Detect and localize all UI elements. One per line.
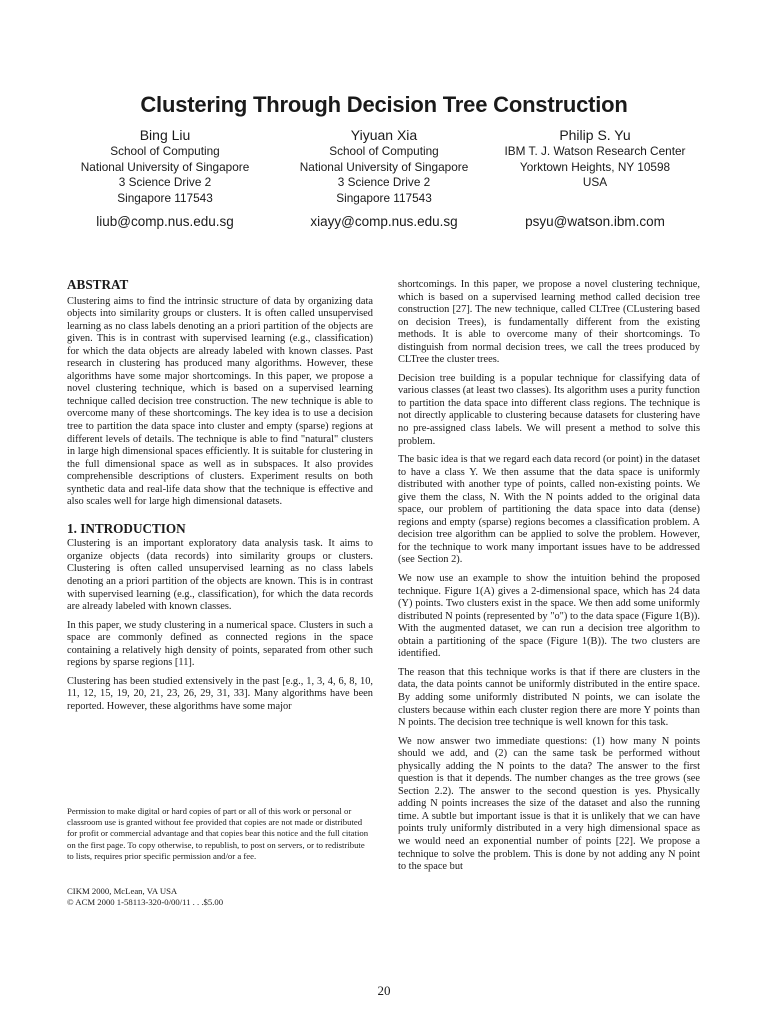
right-column [398,279,700,880]
author-affiliation-line: National University of Singapore [299,159,469,174]
author-affiliation-line: 3 Science Drive 2 [118,175,212,190]
page-number: 20 [377,983,391,998]
author-name: Philip S. Yu [559,127,631,143]
author-affiliation-line: National University of Singapore [80,159,250,174]
author-affiliation-line: Singapore 117543 [336,190,432,205]
author-affiliation-line: School of Computing [110,144,220,158]
author-affiliation-line: Yorktown Heights, NY 10598 [519,159,671,174]
author-block-1 [70,126,260,229]
intro-heading: 1. INTRODUCTION [67,520,186,536]
author-affiliation-line: 3 Science Drive 2 [337,175,431,190]
author-name: Bing Liu [139,127,191,143]
author-block-2 [288,126,480,229]
right-paragraph-5: The reason that this technique works is that if there are clusters in the data, the data points cannot be uniformly distributed in the entire space. By adding some uniformly distributed N points, we can isolate the clusters because within each cluster region there are more Y points than N points. The decision tree technique is well known for this task. [398,666,700,729]
conference-line: CIKM 2000, McLean, VA USA [67,886,178,896]
left-column [67,279,373,720]
author-affiliation-line: Singapore 117543 [117,190,213,205]
conference-info [67,886,373,908]
abstract-text: Clustering aims to find the intrinsic structure of data by organizing data objects into similarity groups or clusters. It is often called unsupervised learning as no class labels denoting an a priori partition of the objects are given. This is in contrast with supervised learning (e.g., classification) for which the data objects are already labeled with known classes. Past research in clustering has produced many algorithms. However, these algorithms have some major shortcomings. In this paper, we propose a novel clustering technique, which is based on a supervised learning technique called decision tree construction. The new technique is able to overcome many of these shortcomings. The key idea is to use a decision tree to partition the data space into cluster and empty (sparse) regions at different levels of details. The technique is able to find "natural" clusters in large high dimensional spaces efficiently. It is suitable for clustering in the full dimensional space as well as in subspaces. It also provides comprehensible descriptions of clusters. Experiment results on both synthetic data and real-life data show that the technique is effective and also scales well for large high dimensional datasets. [67,295,373,508]
author-block-3 [490,126,700,229]
right-paragraph-1: shortcomings. In this paper, we propose a novel clustering technique, which is based on a supervised learning method called decision tree construction [27]. The new technique, called CLTree (CLustering based on decision Trees), is fundamentally different from the existing methods. It is able to overcome many of their shortcomings. To distinguish from normal decision trees, we call the trees produced by CLTree the cluster trees. [398,279,700,366]
intro-paragraph-2: In this paper, we study clustering in a numerical space. Clusters in such a space are commonly defined as connected regions in the space containing a relatively high density of points, separated from other such regions by sparse regions [11]. [67,619,373,669]
author-name: Yiyuan Xia [350,127,418,143]
author-email[interactable]: psyu@watson.ibm.com [525,214,665,230]
author-email[interactable]: liub@comp.nus.edu.sg [96,214,234,230]
author-affiliation-line: USA [582,175,608,190]
author-affiliation-line: School of Computing [329,144,439,158]
right-paragraph-2: Decision tree building is a popular technique for classifying data of various classes (at least two classes). Its algorithm uses a purity function to partition the data space into different class regions. The technique is not directly applicable to clustering because datasets for clustering have no pre-assigned class labels. We will present a method to solve this problem. [398,372,700,447]
right-paragraph-4: We now use an example to show the intuition behind the proposed technique. Figure 1(A) gives a 2-dimensional space, which has 24 data (Y) points. Two clusters exist in the space. We then add some uniformly distributed N points (represented by "o") to the data space (Figure 1(B)). With the augmented dataset, we can run a decision tree algorithm to obtain a partitioning of the space (Figure 1(B)). The two clusters are identified. [398,573,700,660]
permission-notice: Permission to make digital or hard copies of part or all of this work or personal or classroom use is granted without fee provided that copies are not made or distributed for profit or commercial advantage and that copies bear this notice and the full citation on the first page. To copy otherwise, to republish, to post on servers, or to redistribute to lists, requires prior specific permission and/or a fee. [67,806,369,861]
abstract-heading: ABSTRAT [67,277,129,292]
author-affiliation-line: IBM T. J. Watson Research Center [504,144,686,158]
paper-title: Clustering Through Decision Tree Construction [140,92,628,117]
author-email[interactable]: xiayy@comp.nus.edu.sg [310,214,458,230]
right-paragraph-3: The basic idea is that we regard each data record (or point) in the dataset to have a class Y. We then assume that the data space is uniformly distributed with another type of points, called non-existing points. We give them the class, N. With the N points added to the original data space, our problem of partitioning the data space into data (dense) regions and empty (sparse) regions becomes a classification problem. A decision tree algorithm can be applied to solve the problem. However, for the technique to work many important issues have to be addressed (see Section 2). [398,454,700,566]
right-paragraph-6: We now answer two immediate questions: (1) how many N points should we add, and (2) can the same task be performed without physically adding the N points to the data? The answer to the first question is that it depends. The number changes as the tree grows (see Section 2.2). The answer to the second question is yes. Physically adding N points increases the size of the dataset and also the running time. A subtle but important issue is that it is unlikely that we can have points truly uniformly distributed in a very high dimensional space as we would need an exponential number of points [22]. We propose a technique to solve the problem. This is done by not adding any N point to the space but [398,735,700,873]
copyright-line: © ACM 2000 1-58113-320-0/00/11 . . .$5.00 [67,897,224,908]
intro-paragraph-3: Clustering has been studied extensively in the past [e.g., 1, 3, 4, 6, 8, 10, 11, 12, 15, 19, 20, 21, 23, 26, 29, 31, 33]. Many algorithms have been reported. However, these algorithms have some major [67,675,373,712]
intro-paragraph-1: Clustering is an important exploratory data analysis task. It aims to organize objects (data records) into similarity groups or clusters. Clustering is often called unsupervised learning as no class labels denoting an a priori partition of the objects are known. This is in contrast with supervised learning (e.g., classification), for which the data records are already labeled with known classes. [67,538,373,613]
